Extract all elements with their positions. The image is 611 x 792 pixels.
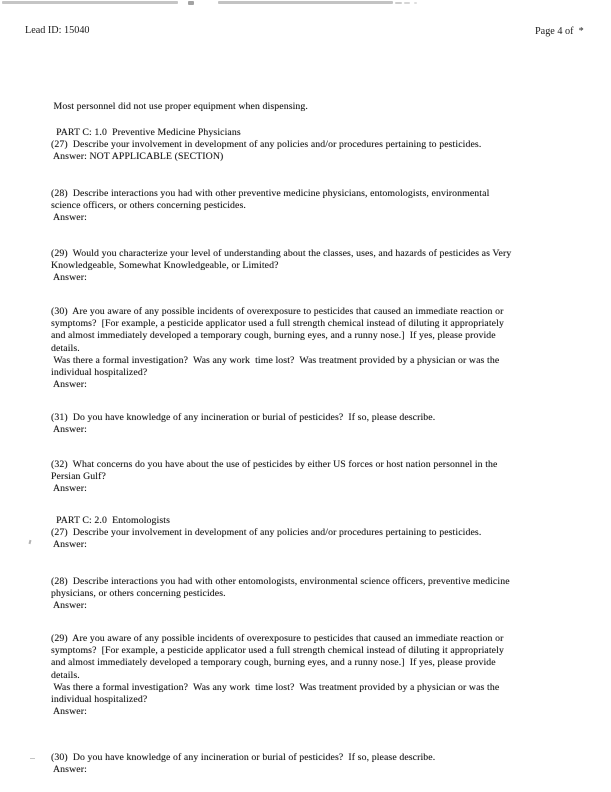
text-line: details. [51, 342, 80, 354]
text-line: Answer: [51, 600, 87, 612]
text-line: Answer: [51, 212, 87, 224]
text-line: symptoms? [For example, a pesticide applicator used a full strength chemical instead of diluting it appropriately [51, 645, 504, 657]
text-line: Answer: [51, 706, 87, 718]
text-line: Answer: [51, 764, 87, 776]
paragraph-part-c2-q28 [51, 576, 571, 613]
text-line: Answer: [51, 272, 87, 284]
text-line: (27) Describe your involvement in development of any policies and/or procedures pertaining to pesticides. [51, 527, 482, 539]
lead-id-label: Lead ID: 15040 [25, 25, 90, 36]
text-line: physicians, or others concerning pesticides. [51, 588, 226, 600]
text-line: Most personnel did not use proper equipment when dispensing. [51, 101, 308, 112]
text-line: (30) Are you aware of any possible incidents of overexposure to pesticides that caused an immediate reaction or [51, 306, 504, 317]
text-line: Persian Gulf? [51, 471, 106, 483]
paragraph-part-c1-q32 [51, 459, 571, 496]
paragraph-part-c1-q30 [51, 306, 571, 391]
page-number-label: Page 4 of * [535, 26, 584, 37]
paragraph-part-c1-q29 [51, 248, 571, 285]
text-line: individual hospitalized? [51, 367, 148, 379]
paragraph-part-c2-q30 [51, 752, 571, 776]
text-line: details. [51, 669, 80, 681]
paragraph-part-c2-q29 [51, 633, 571, 718]
paragraph-part-c1-heading-q27 [51, 127, 571, 164]
text-line: (30) Do you have knowledge of any incineration or burial of pesticides? If so, please describe. [51, 752, 436, 763]
text-line: Answer: [51, 539, 87, 551]
text-line: science officers, or others concerning pesticides. [51, 200, 246, 212]
text-line: (29) Are you aware of any possible incidents of overexposure to pesticides that caused an immediate reaction or [51, 633, 504, 644]
text-line: Knowledgeable, Somewhat Knowledgeable, or Limited? [51, 260, 279, 272]
text-line: Answer: [51, 483, 87, 495]
paragraph-answer-continuation [51, 101, 571, 113]
text-line: Was there a formal investigation? Was any work time lost? Was treatment provided by a physician or was the [51, 354, 500, 366]
text-line: individual hospitalized? [51, 694, 148, 706]
text-line: Answer: NOT APPLICABLE (SECTION) [51, 151, 224, 163]
text-line: (28) Describe interactions you had with other entomologists, environmental science officers, preventive medicine [51, 576, 510, 587]
text-line: Was there a formal investigation? Was any work time lost? Was treatment provided by a physician or was the [51, 681, 500, 693]
text-line: PART C: 1.0 Preventive Medicine Physicians [51, 127, 241, 138]
text-line: and almost immediately developed a temporary cough, burning eyes, and a runny nose.] If yes, please provide [51, 330, 496, 342]
text-line: PART C: 2.0 Entomologists [51, 515, 170, 526]
text-line: Answer: [51, 424, 87, 436]
paragraph-part-c1-q28 [51, 188, 571, 225]
text-line: (29) Would you characterize your level of understanding about the classes, uses, and hazards of pesticides as Very [51, 248, 512, 259]
text-line: Answer: [51, 379, 87, 391]
text-line: symptoms? [For example, a pesticide applicator used a full strength chemical instead of diluting it appropriately [51, 318, 504, 330]
text-line: (28) Describe interactions you had with other preventive medicine physicians, entomologists, environmental [51, 188, 490, 199]
text-line: (32) What concerns do you have about the use of pesticides by either US forces or host nation personnel in the [51, 459, 498, 470]
text-line: (27) Describe your involvement in development of any policies and/or procedures pertaining to pesticides. [51, 139, 482, 151]
text-line: (31) Do you have knowledge of any incineration or burial of pesticides? If so, please describe. [51, 412, 436, 423]
paragraph-part-c2-heading-q27 [51, 515, 571, 552]
paragraph-part-c1-q31 [51, 412, 571, 436]
text-line: and almost immediately developed a temporary cough, burning eyes, and a runny nose.] If yes, please provide [51, 657, 496, 669]
